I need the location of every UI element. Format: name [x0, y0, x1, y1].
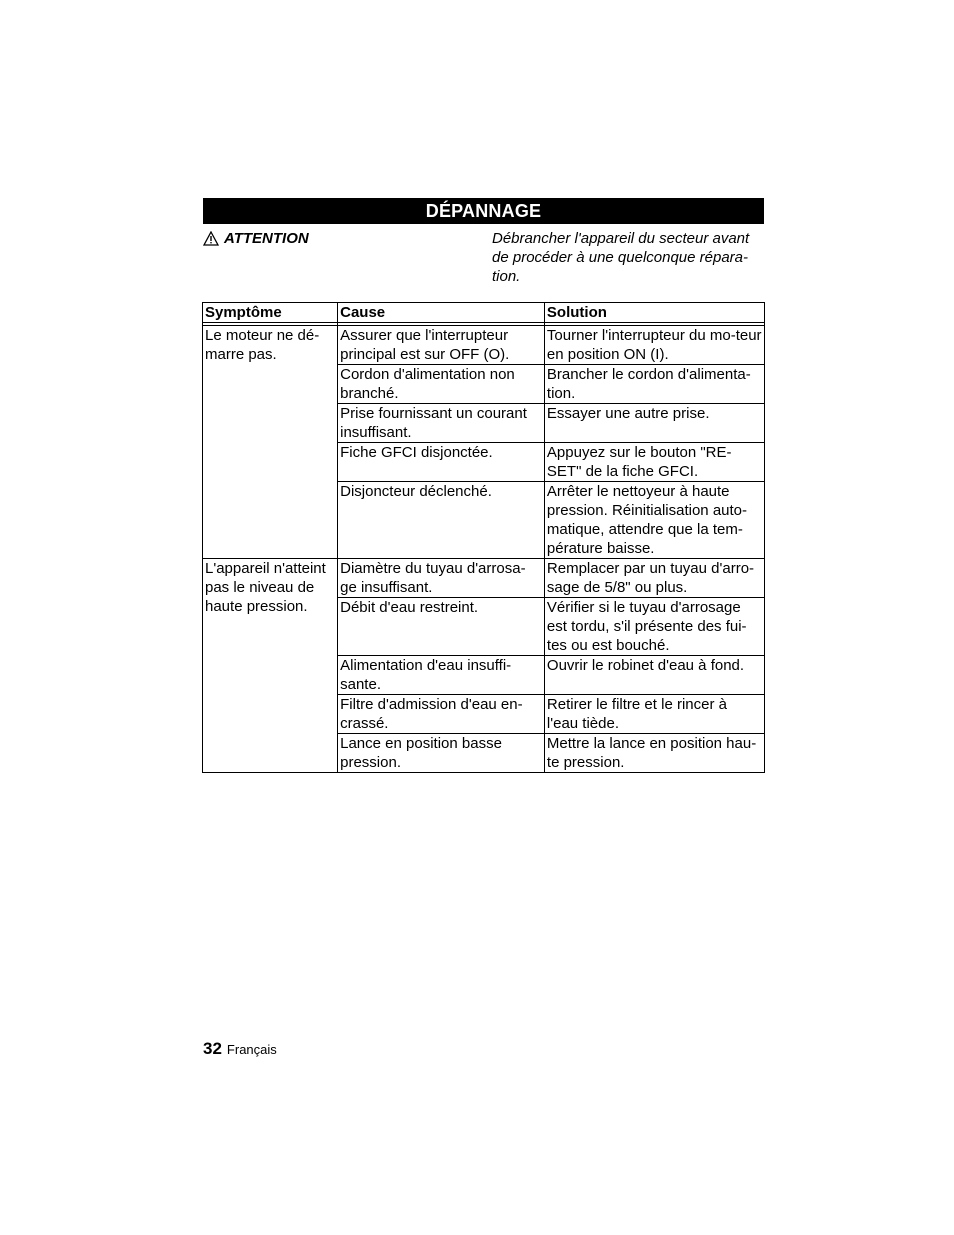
troubleshooting-table	[202, 302, 765, 773]
solution-cell: Retirer le filtre et le rincer à l'eau tiède.	[544, 695, 764, 734]
solution-cell: Arrêter le nettoyeur à haute pression. Réinitialisation auto-matique, attendre que la tem-pérature baisse.	[544, 482, 764, 559]
cause-cell: Disjoncteur déclenché.	[338, 482, 545, 559]
table-row	[203, 326, 765, 365]
solution-cell: Tourner l'interrupteur du mo-teur en position ON (I).	[544, 326, 764, 365]
footer-language: Français	[226, 1042, 277, 1057]
cause-cell: Prise fournissant un courant insuffisant.	[338, 404, 545, 443]
section-title: DÉPANNAGE	[203, 198, 764, 224]
header-solution: Solution	[544, 303, 764, 323]
header-symptom: Symptôme	[203, 303, 338, 323]
cause-cell: Débit d'eau restreint.	[338, 598, 545, 656]
table-row	[203, 559, 765, 598]
page-footer	[203, 1039, 277, 1059]
cause-cell: Lance en position basse pression.	[338, 734, 545, 773]
attention-label-text: ATTENTION	[224, 230, 309, 247]
header-cause: Cause	[338, 303, 545, 323]
cause-cell: Cordon d'alimentation non branché.	[338, 365, 545, 404]
solution-cell: Appuyez sur le bouton "RE-SET" de la fiche GFCI.	[544, 443, 764, 482]
table-header-row	[203, 303, 765, 323]
symptom-cell: Le moteur ne dé-marre pas.	[203, 326, 338, 559]
solution-cell: Vérifier si le tuyau d'arrosage est tordu, s'il présente des fui-tes ou est bouché.	[544, 598, 764, 656]
symptom-cell: L'appareil n'atteint pas le niveau de haute pression.	[203, 559, 338, 773]
cause-cell: Fiche GFCI disjonctée.	[338, 443, 545, 482]
attention-label	[203, 230, 309, 247]
cause-cell: Alimentation d'eau insuffi-sante.	[338, 656, 545, 695]
cause-cell: Assurer que l'interrupteur principal est sur OFF (O).	[338, 326, 545, 365]
cause-cell: Diamètre du tuyau d'arrosa-ge insuffisant.	[338, 559, 545, 598]
solution-cell: Essayer une autre prise.	[544, 404, 764, 443]
solution-cell: Brancher le cordon d'alimenta-tion.	[544, 365, 764, 404]
warning-triangle-icon	[203, 231, 219, 246]
page-number: 32	[203, 1039, 222, 1058]
solution-cell: Remplacer par un tuyau d'arro-sage de 5/8" ou plus.	[544, 559, 764, 598]
attention-text: Débrancher l'appareil du secteur avant de procéder à une quelconque répara-tion.	[492, 230, 750, 285]
cause-cell: Filtre d'admission d'eau en-crassé.	[338, 695, 545, 734]
solution-cell: Mettre la lance en position hau-te pression.	[544, 734, 764, 773]
solution-cell: Ouvrir le robinet d'eau à fond.	[544, 656, 764, 695]
